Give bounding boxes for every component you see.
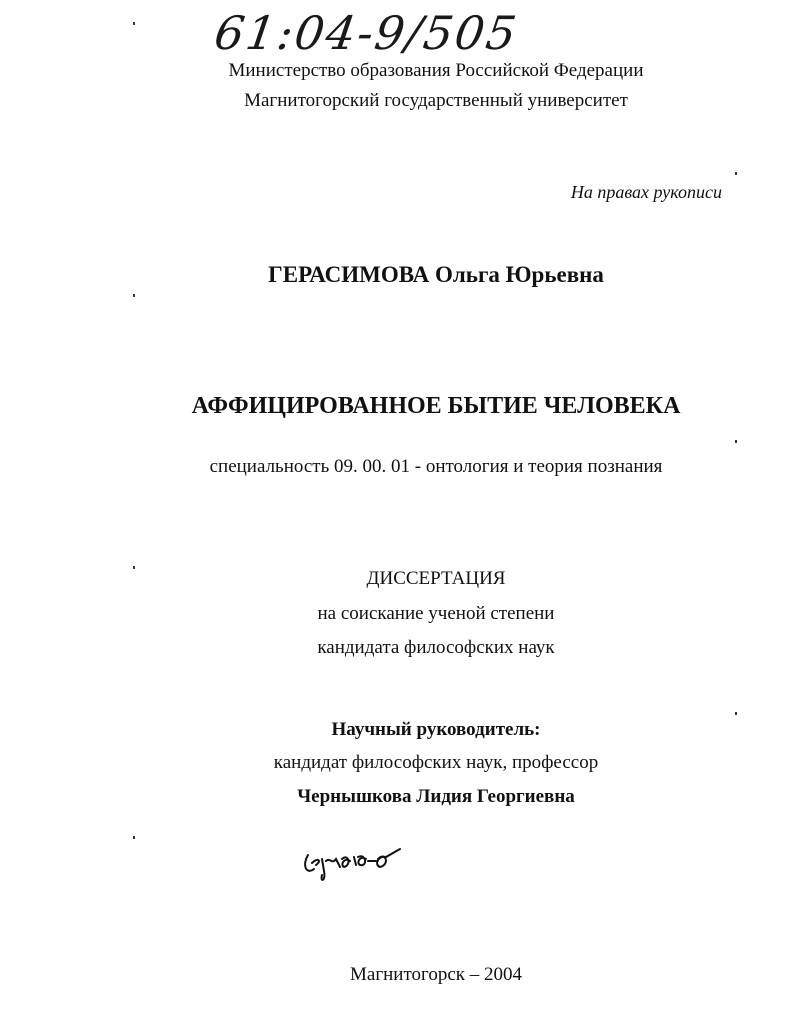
supervisor-name: Чернышкова Лидия Георгиевна — [297, 786, 575, 807]
scan-speck — [133, 836, 135, 839]
place-and-year: Магнитогорск – 2004 — [350, 964, 522, 985]
scan-speck — [133, 22, 135, 25]
handwritten-archive-number: 61:04-9/505 — [211, 6, 522, 60]
degree-line-1: на соискание ученой степени — [317, 603, 555, 624]
scan-speck — [735, 712, 737, 715]
manuscript-note: На правах рукописи — [570, 182, 722, 202]
supervisor-credentials: кандидат философских наук, профессор — [273, 752, 599, 773]
dissertation-title: АФФИЦИРОВАННОЕ БЫТИЕ ЧЕЛОВЕКА — [191, 393, 681, 419]
scan-speck — [133, 566, 135, 569]
scan-speck — [133, 294, 135, 297]
degree-line-2: кандидата философских наук — [317, 637, 555, 658]
university-line: Магнитогорский государственный университет — [244, 90, 628, 111]
scan-speck — [735, 172, 737, 175]
scan-speck — [735, 440, 737, 443]
author-name: ГЕРАСИМОВА Ольга Юрьевна — [268, 262, 604, 287]
handwritten-signature — [300, 835, 410, 885]
supervisor-label: Научный руководитель: — [331, 719, 541, 740]
ministry-line: Министерство образования Российской Федерации — [228, 60, 644, 81]
specialty: специальность 09. 00. 01 - онтология и теория познания — [209, 456, 663, 477]
degree-type: ДИССЕРТАЦИЯ — [366, 568, 506, 589]
